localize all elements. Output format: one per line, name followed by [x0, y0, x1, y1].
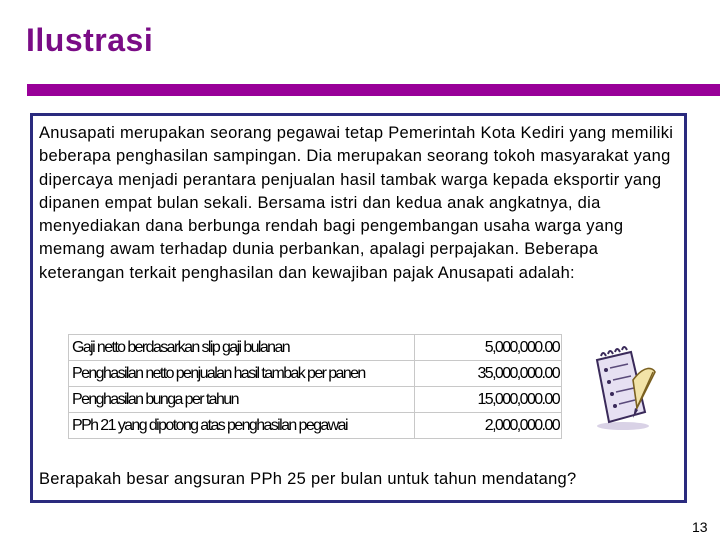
table-row [69, 361, 562, 387]
income-label: Penghasilan bunga per tahun [69, 387, 415, 413]
title-divider-bar [27, 84, 720, 96]
page-number: 13 [692, 519, 708, 535]
income-table [68, 334, 562, 439]
income-amount: 35,000,000.00 [415, 361, 562, 387]
question-text: Berapakah besar angsuran PPh 25 per bulan untuk tahun mendatang? [39, 470, 577, 488]
income-label: PPh 21 yang dipotong atas penghasilan pegawai [69, 413, 415, 439]
income-amount: 5,000,000.00 [415, 335, 562, 361]
table-row [69, 387, 562, 413]
notepad-with-quill-icon [587, 346, 659, 432]
slide-title: Ilustrasi [26, 22, 154, 58]
table-row [69, 413, 562, 439]
content-box [30, 113, 687, 503]
income-amount: 15,000,000.00 [415, 387, 562, 413]
table-row [69, 335, 562, 361]
income-label: Penghasilan netto penjualan hasil tambak per panen [69, 361, 415, 387]
case-description-paragraph: Anusapati merupakan seorang pegawai tetap Pemerintah Kota Kediri yang memiliki beberapa penghasilan sampingan. Dia merupakan seorang tokoh masyarakat yang dipercaya menjadi perantara penjualan hasil tambak warga kepada eksportir yang dipanen empat bulan sekali. Bersama istri dan kedua anak angkatnya, dia menyediakan dana berbunga rendah bagi pengembangan usaha warga yang memang awam terhadap dunia perbankan, apalagi perpajakan. Beberapa keterangan terkait penghasilan dan kewajiban pajak Anusapati adalah: [39, 124, 674, 282]
income-amount: 2,000,000.00 [415, 413, 562, 439]
income-label: Gaji netto berdasarkan slip gaji bulanan [69, 335, 415, 361]
